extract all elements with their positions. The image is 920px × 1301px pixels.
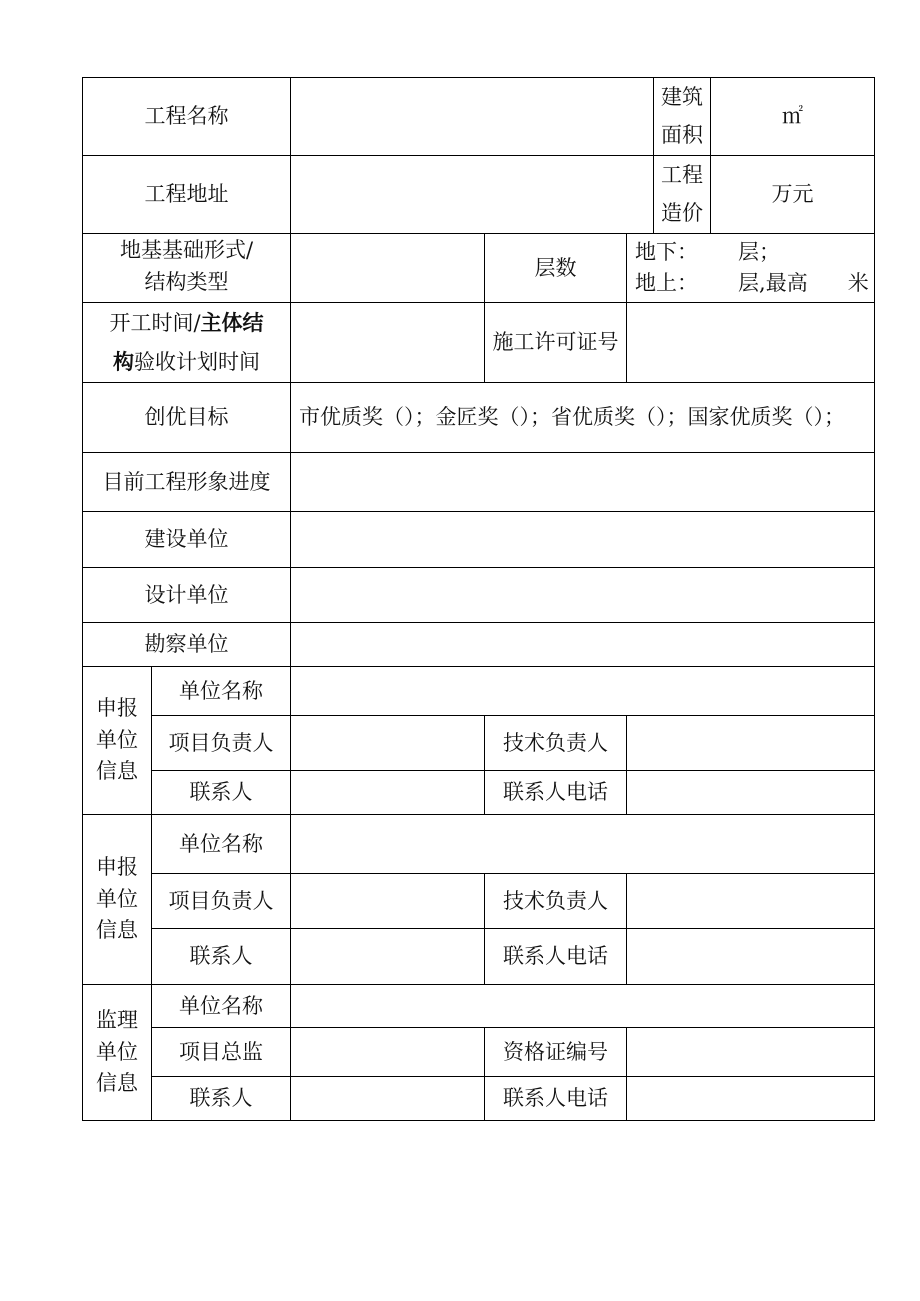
owner-unit-value[interactable]: [291, 512, 875, 568]
section-3-contact-label: 联系人: [152, 1077, 291, 1121]
section-1-manager-row: [83, 716, 875, 771]
foundation-structure-label: 地基基础形式/ 结构类型: [83, 234, 291, 303]
design-unit-value[interactable]: [291, 568, 875, 623]
section-3-director-label: 项目总监: [152, 1028, 291, 1077]
project-cost-value[interactable]: [711, 156, 875, 234]
row-progress: [83, 453, 875, 512]
section-2-phone-label: 联系人电话: [485, 929, 627, 985]
building-area-value[interactable]: [711, 78, 875, 156]
start-time-label: 开工时间/主体结 构验收计划时间: [83, 303, 291, 383]
row-project-address: [83, 156, 875, 234]
row-foundation: [83, 234, 875, 303]
section-2-title: 申报 单位 信息: [83, 815, 152, 985]
section-2-phone-value[interactable]: [627, 929, 875, 985]
section-2-tech-value[interactable]: [627, 874, 875, 929]
survey-unit-label: 勘察单位: [83, 623, 291, 667]
section-1-contact-value[interactable]: [291, 771, 485, 815]
section-3-phone-label: 联系人电话: [485, 1077, 627, 1121]
row-owner: [83, 512, 875, 568]
section-2-contact-row: [83, 929, 875, 985]
section-1-manager-label: 项目负责人: [152, 716, 291, 771]
owner-unit-label: 建设单位: [83, 512, 291, 568]
section-1-unit-name-value[interactable]: [291, 667, 875, 716]
project-cost-label: 工程 造价: [654, 156, 711, 234]
section-1-manager-value[interactable]: [291, 716, 485, 771]
section-1-unit-name-label: 单位名称: [152, 667, 291, 716]
floors-aboveground: 地上： 层,最高 米: [635, 271, 869, 295]
floors-underground: 地下： 层；: [635, 239, 781, 264]
row-survey: [83, 623, 875, 667]
award-options[interactable]: 市优质奖（）；金匠奖（）；省优质奖（）；国家优质奖（）；: [291, 383, 875, 453]
project-name-label: 工程名称: [83, 78, 291, 156]
design-unit-label: 设计单位: [83, 568, 291, 623]
section-1-unit-row: [83, 667, 875, 716]
building-area-label: 建筑 面积: [654, 78, 711, 156]
section-3-contact-value[interactable]: [291, 1077, 485, 1121]
award-target-label: 创优目标: [83, 383, 291, 453]
floors-value[interactable]: [627, 234, 875, 303]
project-name-value[interactable]: [291, 78, 654, 156]
section-2-tech-label: 技术负责人: [485, 874, 627, 929]
permit-number-value[interactable]: [627, 303, 875, 383]
section-1-tech-value[interactable]: [627, 716, 875, 771]
row-design: [83, 568, 875, 623]
row-project-name: [83, 78, 875, 156]
section-2-unit-name-value[interactable]: [291, 815, 875, 874]
permit-number-label: 施工许可证号: [485, 303, 627, 383]
section-3-certificate-label: 资格证编号: [485, 1028, 627, 1077]
section-1-contact-row: [83, 771, 875, 815]
section-3-unit-row: [83, 985, 875, 1028]
area-unit: ㎡: [782, 104, 804, 129]
section-1-tech-label: 技术负责人: [485, 716, 627, 771]
project-address-value[interactable]: [291, 156, 654, 234]
section-2-unit-row: [83, 815, 875, 874]
section-1-phone-label: 联系人电话: [485, 771, 627, 815]
section-3-certificate-value[interactable]: [627, 1028, 875, 1077]
section-3-unit-name-value[interactable]: [291, 985, 875, 1028]
floors-label: 层数: [485, 234, 627, 303]
row-award-target: [83, 383, 875, 453]
progress-label: 目前工程形象进度: [83, 453, 291, 512]
section-2-unit-name-label: 单位名称: [152, 815, 291, 874]
start-time-value[interactable]: [291, 303, 485, 383]
section-3-title: 监理 单位 信息: [83, 985, 152, 1121]
section-2-manager-label: 项目负责人: [152, 874, 291, 929]
section-1-title: 申报 单位 信息: [83, 667, 152, 815]
section-2-contact-label: 联系人: [152, 929, 291, 985]
cost-unit: 万元: [771, 182, 814, 207]
section-3-director-value[interactable]: [291, 1028, 485, 1077]
section-1-contact-label: 联系人: [152, 771, 291, 815]
section-2-contact-value[interactable]: [291, 929, 485, 985]
foundation-structure-value[interactable]: [291, 234, 485, 303]
section-2-manager-row: [83, 874, 875, 929]
section-3-director-row: [83, 1028, 875, 1077]
survey-unit-value[interactable]: [291, 623, 875, 667]
section-3-unit-name-label: 单位名称: [152, 985, 291, 1028]
project-address-label: 工程地址: [83, 156, 291, 234]
section-2-manager-value[interactable]: [291, 874, 485, 929]
section-3-phone-value[interactable]: [627, 1077, 875, 1121]
section-1-phone-value[interactable]: [627, 771, 875, 815]
section-3-contact-row: [83, 1077, 875, 1121]
row-start-time: [83, 303, 875, 383]
project-registration-form: [82, 77, 875, 1121]
progress-value[interactable]: [291, 453, 875, 512]
